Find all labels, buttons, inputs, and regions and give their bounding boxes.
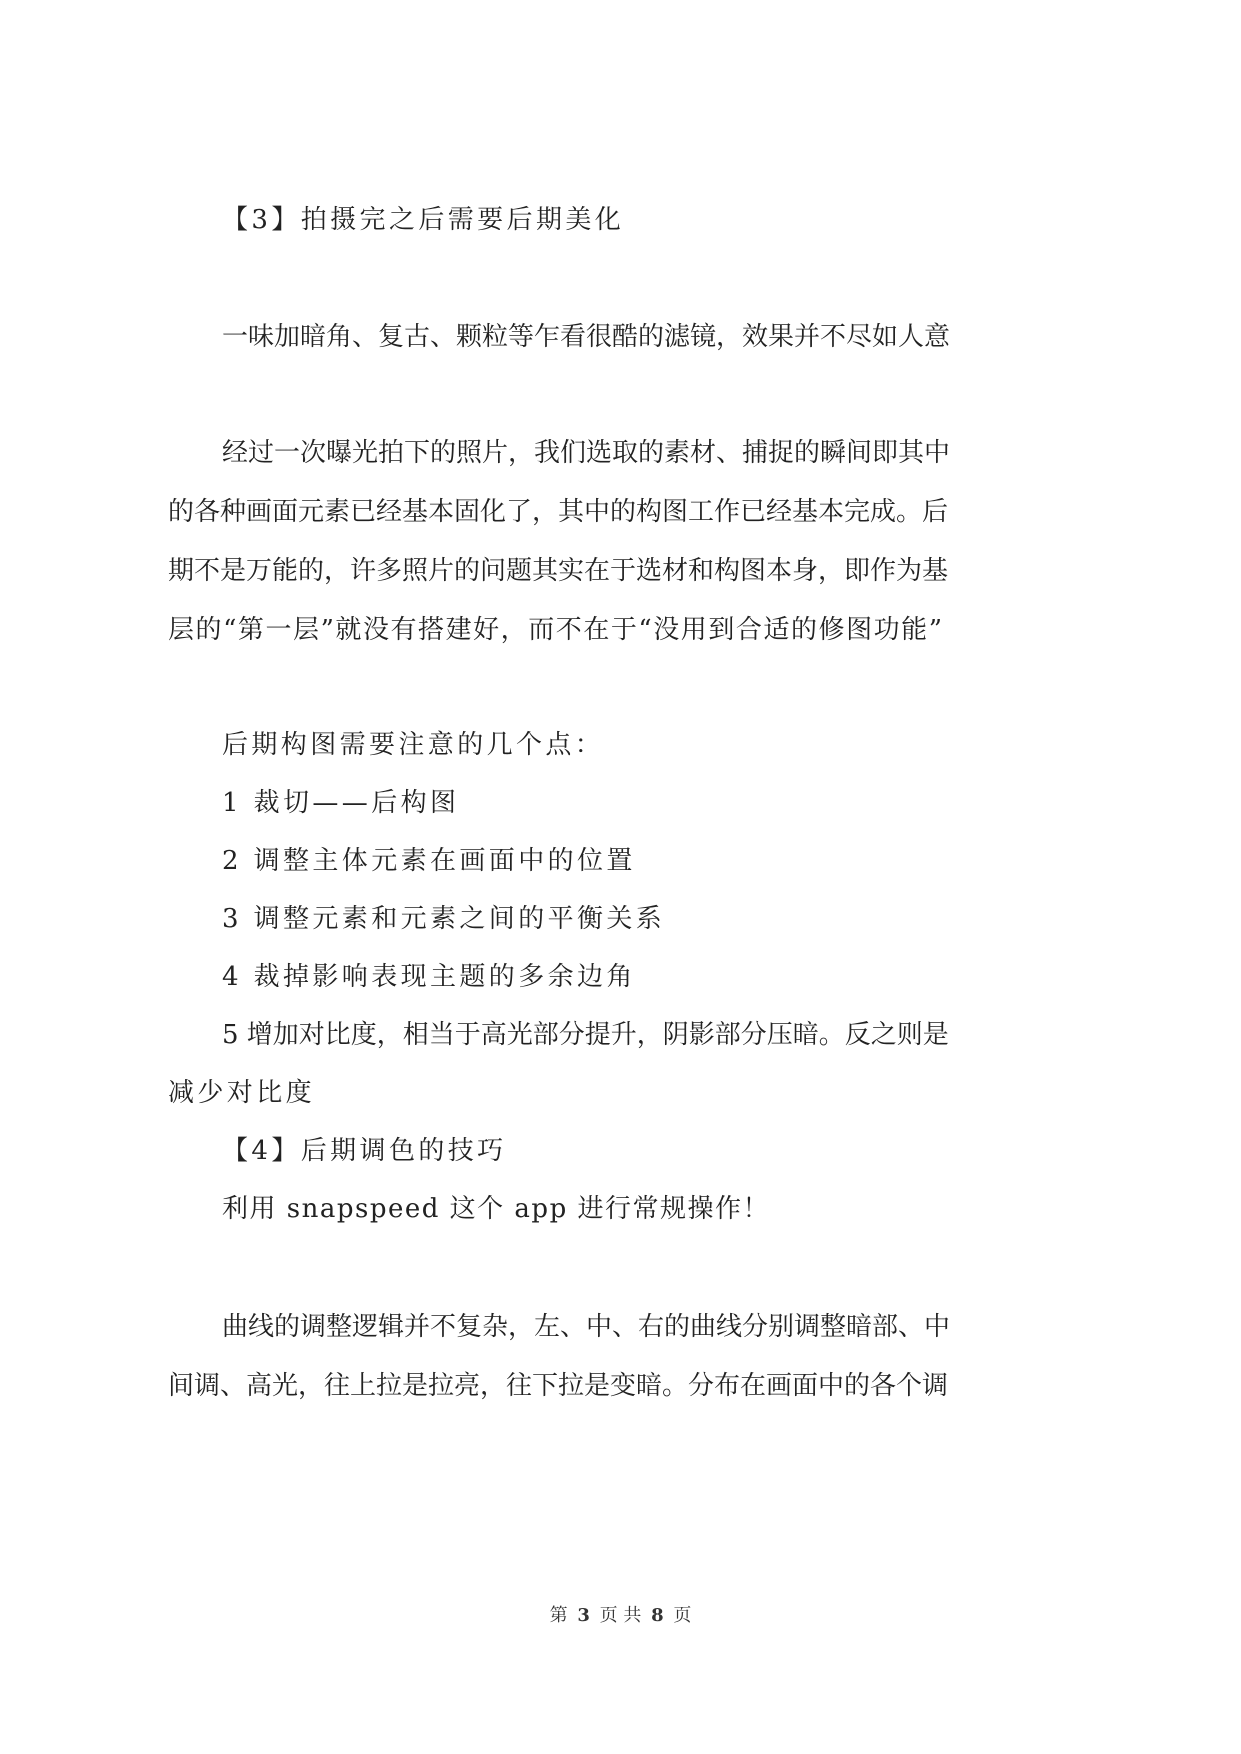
footer-page-number: 3 (577, 1605, 590, 1626)
footer-total-pages: 8 (651, 1605, 664, 1626)
footer-suffix: 页 (673, 1605, 692, 1626)
paragraph-line: 层的“第一层”就没有搭建好，而不在于“没用到合适的修图功能” (168, 615, 942, 645)
paragraph-line: 利用 snapspeed 这个 app 进行常规操作！ (222, 1194, 770, 1224)
list-intro: 后期构图需要注意的几个点： (222, 730, 605, 760)
section-heading-4: 【4】后期调色的技巧 (222, 1136, 507, 1166)
page-footer (0, 1604, 1241, 1628)
list-item: 5 增加对比度，相当于高光部分提升，阴影部分压暗。反之则是 (222, 1020, 949, 1050)
paragraph-line: 一味加暗角、复古、颗粒等乍看很酷的滤镜，效果并不尽如人意 (222, 322, 951, 352)
list-item: 2 调整主体元素在画面中的位置 (222, 846, 636, 876)
list-item-continuation: 减少对比度 (168, 1078, 316, 1108)
paragraph-line: 经过一次曝光拍下的照片，我们选取的素材、捕捉的瞬间即其中 (222, 438, 951, 468)
paragraph-line: 期不是万能的，许多照片的问题其实在于选材和构图本身，即作为基 (168, 556, 949, 586)
paragraph-line: 曲线的调整逻辑并不复杂，左、中、右的曲线分别调整暗部、中 (222, 1312, 951, 1342)
list-item: 4 裁掉影响表现主题的多余边角 (222, 962, 636, 992)
footer-middle: 页 共 (599, 1605, 642, 1626)
paragraph-line: 的各种画面元素已经基本固化了，其中的构图工作已经基本完成。后 (168, 497, 949, 527)
section-heading-3: 【3】拍摄完之后需要后期美化 (222, 205, 625, 235)
paragraph-line: 间调、高光，往上拉是拉亮，往下拉是变暗。分布在画面中的各个调 (168, 1371, 949, 1401)
list-item: 1 裁切——后构图 (222, 788, 460, 818)
footer-prefix: 第 (549, 1605, 568, 1626)
list-item: 3 调整元素和元素之间的平衡关系 (222, 904, 666, 934)
